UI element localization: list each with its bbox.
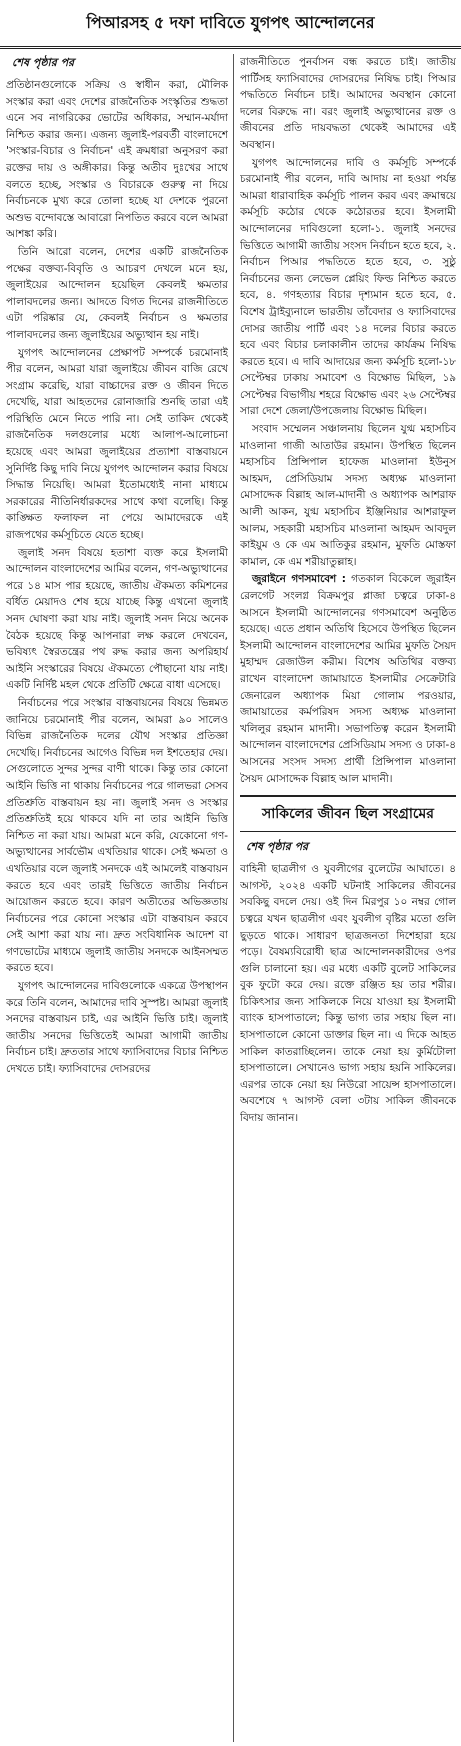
left-column [6,54,228,1742]
right-column [240,54,456,1742]
rally-lead: জুরাইনে গণসমাবেশ : [252,573,346,586]
article-paragraph: প্রতিষ্ঠানগুলোকে সক্রিয় ও স্বাধীন করা, মৌলিক সংস্কার করা এবং দেশের রাজনৈতিক সংস্কৃতির শুদ্ধতা এনে সব নাগরিকের ভোটের অধিকার, সম্মান-মর্যাদা নিশ্চিত করার জন্য। এজন্য জুলাই-পরবর্তী বাংলাদেশে 'সংস্কার-বিচার ও নির্বাচন' এই ক্রমধারা অনুসরণ করা রক্তের দায় ও অঙ্গীকার। কিন্তু অতীব দুঃখের সাথে বলতে হচ্ছে, সংস্কার ও বিচারকে গুরুত্ব না দিয়ে নির্বাচনকে মুখ্য করে তোলা হচ্ছে যা দেশকে পুরনো অশুভ বন্দোবস্তে আবারো নিপতিত করবে বলে আমরা আশঙ্কা করি। [6,79,228,241]
second-article-headline: সাকিলের জীবন ছিল সংগ্রামের [240,795,456,832]
article-paragraph: সংবাদ সম্মেলন সঞ্চালনায় ছিলেন যুগ্ম মহাসচিব মাওলানা গাজী আতাউর রহমান। উপস্থিত ছিলেন মহাসচিব প্রিন্সিপাল হাফেজ মাওলানা ইউনুস আহমদ, প্রেসিডিয়াম সদস্য অধ্যক্ষ মাওলানা মোসাদ্দেক বিল্লাহ আল-মাদানী ও অধ্যাপক আশরাফ আলী আকন, যুগ্ম মহাসচিব ইঞ্জিনিয়ার আশরাফুল আলম, সহকারী মহাসচিব মাওলানা আহমদ আবদুল কাইয়ুম ও কে এম আতিকুর রহমান, মুফতি মোস্তফা কামাল, কে এম শরীয়াতুল্লাহ। [240,423,456,568]
article-paragraph: যুগপৎ আন্দোলনের দাবি ও কর্মসূচি সম্পর্কে চরমোনাই পীর বলেন, দাবি আদায় না হওয়া পর্যন্ত আমরা ধারাবাহিক কর্মসূচি পালন করব এবং ক্রমান্বয়ে কর্মসূচি কঠোর থেকে কঠোরতর হবে। ইসলামী আন্দোলনের দাবিগুলো হলো-১. জুলাই সনদের ভিত্তিতে আগামী জাতীয় সংসদ নির্বাচন হতে হবে, ২. নির্বাচন পিআর পদ্ধতিতে হতে হবে, ৩. সুষ্ঠু নির্বাচনের জন্য লেভেল প্লেয়িং ফিল্ড নিশ্চিত করতে হবে, ৪. গণহত্যার বিচার দৃশ্যমান হতে হবে, ৫. বিশেষ ট্রাইব্যুনালে ভারতীয় তাঁবেদার ও ফ্যাসিবাদের দোসর জাতীয় পার্টি এবং ১৪ দলের বিচার করতে হবে এবং বিচার চলাকালীন তাদের কার্যক্রম নিষিদ্ধ করতে হবে। এ দাবি আদায়ের জন্য কর্মসূচি হলো-১৮ সেপ্টেম্বর ঢাকায় সমাবেশ ও বিক্ষোভ মিছিল, ১৯ সেপ্টেম্বর বিভাগীয় শহরে বিক্ষোভ এবং ২৬ সেপ্টেম্বর সারা দেশে জেলা/উপজেলায় বিক্ষোভ মিছিল। [240,156,456,418]
second-article-kicker: শেষ পৃষ্ঠার পর [246,840,309,854]
main-headline: পিআরসহ ৫ দফা দাবিতে যুগপৎ আন্দোলনের [0,0,461,49]
column-divider [233,54,234,1742]
article-paragraph: জুলাই সনদ বিষয়ে হতাশা ব্যক্ত করে ইসলামী আন্দোলন বাংলাদেশের আমির বলেন, গণ-অভ্যুত্থানের পরে ১৪ মাস পার হয়েছে, জাতীয় ঐকমত্য কমিশনের বর্ধিত মেয়াদও শেষ হয়ে যাচ্ছে কিন্তু এখনো জুলাই সনদ ঘোষণা করা যায় নাই। জুলাই সনদ নিয়ে অনেক বৈঠক হয়েছে কিন্তু আপনারা লক্ষ করলে দেখবেন, ভবিষ্যৎ স্বৈরতন্ত্রের পথ রুদ্ধ করার জন্য অপরিহার্য আইনি সংস্কারের বিষয়ে ঐকমত্যে পৌছানো যায় নাই। একটি নির্দিষ্ট মহল থেকে প্রতিটি ক্ষেত্রে বাধা এসেছে। [6,546,228,692]
article-paragraph: নির্বাচনের পরে সংস্কার বাস্তবায়নের বিষয়ে ভিন্নমত জানিয়ে চরমোনাই পীর বলেন, আমরা ৯০ সালেও বিভিন্ন রাজনৈতিক দলের যৌথ সংস্কার প্রতিজ্ঞা দেখেছি। নির্বাচনের আগেও বিভিন্ন দল ইশতেহার দেয়। সেগুলোতে সুন্দর সুন্দর বাণী থাকে। কিন্তু তার কোনো আইনি ভিত্তি না থাকায় নির্বাচনের পরে গালভরা সেসব প্রতিশ্রুতি বাস্তবায়ন হয় না। জুলাই সনদ ও সংস্কার প্রতিশ্রুতিই হয়ে থাকবে যদি না তার আইনি ভিত্তি নিশ্চিত না করা যায়। আমরা মনে করি, যেকোনো গণ-অভ্যুত্থানের সার্বভৌম এখতিয়ার থাকে। সেই ক্ষমতা ও এখতিয়ার বলে জুলাই সনদকে এই আমলেই বাস্তবায়ন করতে হবে এবং তারই ভিত্তিতে জাতীয় নির্বাচন আয়োজন করতে হবে। কারণ অতীতের অভিজ্ঞতায় নির্বাচনের পরে কোনো সংস্কার এটা বাস্তবায়ন করবে সেই আশা করা যায় না। দ্রুত সংবিধানিক আদেশ বা গণভোটের মাধ্যমে জুলাই জাতীয় সনদকে আইনসম্মত করতে হবে। [6,696,228,975]
article-paragraph: তিনি আরো বলেন, দেশের একটি রাজনৈতিক পক্ষের বক্তব্য-বিবৃতি ও আচরণ দেখলে মনে হয়, জুলাইয়ের আন্দোলন হয়েছিল কেবলই ক্ষমতার পালাবদলের জন্য। আদতে বিগত দিনের রাজনীতিতে এটা পরিষ্কার যে, কেবলই নির্বাচন ও ক্ষমতার পালাবদলের জন্য জুলাইয়ের অভ্যুত্থান হয় নাই। [6,245,228,341]
article-paragraph: রাজনীতিতে পুনর্বাসন বন্ধ করতে চাই। জাতীয় পার্টিসহ ফ্যাসিবাদের দোসরদের নিষিদ্ধ চাই। পিআর পদ্ধতিতে নির্বাচন চাই। আমাদের অবস্থান কোনো দলের বিরুদ্ধে না। বরং জুলাই অভ্যুত্থানের রক্ত ও জীবনের প্রতি দায়বদ্ধতা থেকেই আমাদের এই অবস্থান। [240,56,456,151]
main-article-kicker: শেষ পৃষ্ঠার পর [12,56,75,69]
rally-text: গতকাল বিকেলে জুরাইন রেলগেট সংলগ্ন বিক্রমপুর প্লাজা চত্বরে ঢাকা-৪ আসনে ইসলামী আন্দোলনের গণসমাবেশ অনুষ্ঠিত হয়েছে। এতে প্রধান অতিথি হিসেবে উপস্থিত ছিলেন ইসলামী আন্দোলন বাংলাদেশের আমির মুফতি সৈয়দ মুহাম্মদ রেজাউল করীম। বিশেষ অতিথির বক্তব্য রাখেন বাংলাদেশ জামায়াতে ইসলামীর সেক্রেটারি জেনারেল অধ্যাপক মিয়া গোলাম পরওয়ার, জামায়াতের কর্মপরিষদ সদস্য অধ্যক্ষ মাওলানা খলিলুর রহমান মাদানী। সভাপতিত্ব করেন ইসলামী আন্দোলন বাংলাদেশের প্রেসিডিয়াম সদস্য ও ঢাকা-৪ আসনের সংসদ সদস্য প্রার্থী প্রিন্সিপাল মাওলানা সৈয়দ মোসাদ্দেক বিল্লাহ আল মাদানী। [240,573,456,785]
article-paragraph: যুগপৎ আন্দোলনের দাবিগুলোকে একত্রে উপস্থাপন করে তিনি বলেন, আমাদের দাবি সুস্পষ্ট। আমরা জুলাই সনদের বাস্তবায়ন চাই, এর আইনি ভিত্তি চাই। জুলাই জাতীয় সনদের ভিত্তিতেই আমরা আগামী জাতীয় নির্বাচন চাই। দ্রুততার সাথে ফ্যাসিবাদের বিচার নিশ্চিত দেখতে চাই। ফ্যাসিবাদের দোসরদের [6,980,228,1076]
article-paragraph: যুগপৎ আন্দোলনের প্রেক্ষাপট সম্পর্কে চরমোনাই পীর বলেন, আমরা যারা জুলাইয়ে জীবন বাজি রেখে সংগ্রাম করেছি, যারা বাচ্চাদের রক্ত ও জীবন দিতে দেখেছি, যারা আহতদের রোনাজারি শুনছি তারা এই পরিস্থিতি মেনে নিতে পারি না। সেই তাকিদ থেকেই রাজনৈতিক দলগুলোর মধ্যে আলাপ-আলোচনা হয়েছে এবং আমরা জুলাইয়ের প্রত্যাশা বাস্তবায়নে সুনির্দিষ্ট কিছু দাবি নিয়ে যুগপৎ আন্দোলন করার বিষয়ে সিদ্ধান্ত নিয়েছি। আমরা ইতোমধ্যেই নানা মাধ্যমে সরকারের নীতিনির্ধারকদের সাথে কথা বলেছি। কিন্তু কাঙ্ক্ষিত ফলাফল না পেয়ে আমাদেরকে এই রাজপথের কর্মসূচিতে যেতে হচ্ছে। [6,346,228,542]
rally-paragraph [240,571,456,787]
article-paragraph: বাহিনী ছাত্রলীগ ও যুবলীগের বুলেটের আঘাতে। ৪ আগস্ট, ২০২৪ একটি ঘটনাই সাকিলের জীবনের সবকিছু বদলে দেয়। ওই দিন মিরপুর ১০ নম্বর গোল চত্বরে যখন ছাত্রলীগ এবং যুবলীগ বৃষ্টির মতো গুলি ছুড়তে থাকে। সাধারণ ছাত্রজনতা দিশেহারা হয়ে পড়ে। বৈষম্যবিরোধী ছাত্র আন্দোলনকারীদের ওপর গুলি চালানো হয়। এর মধ্যে একটি বুলেট সাকিলের বুক ফুটো করে দেয়। রক্তে রঞ্জিত হয় তার শরীর। চিকিৎসার জন্য সাকিলকে নিয়ে যাওয়া হয় ইসলামী ব্যাংক হাসপাতালে; কিন্তু ভাগ্য তার সহায় ছিল না। হাসপাতালে কোনো ডাক্তার ছিল না। এ দিকে আহত সাকিল কাতরাচ্ছিলেন। তাকে নেয়া হয় কুর্মিটোলা হাসপাতালে। সেখানেও ভাগ্য সহায় হয়নি সাকিলের। এরপর তাকে নেয়া হয় নিউরো সায়েন্স হাসপাতালে। অবশেষে ৭ আগস্ট বেলা ৩টায় সাকিল জীবনকে বিদায় জানান। [240,863,456,1125]
